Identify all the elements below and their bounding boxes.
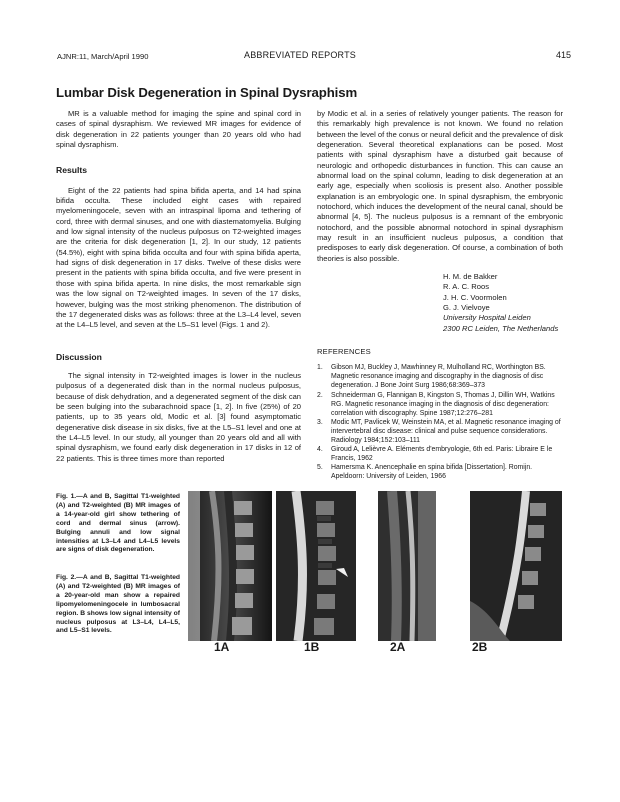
results-paragraph: Eight of the 22 patients had spina bifida aperta, and 14 had spina bifida occulta. These included eight cases with repaired myelomeningocele, seven with an intraspinal lipoma and tethering of cord, three with dermal sinuses, and one with diastematomyelia. Bulging and low signal intensity of the nucleus pulposus on T2-weighted images are the criteria for disk degeneration [1, 2]. In our study, 12 patients (54.5%), eight with spina bifida occulta and four with spina bifida aperta, had signs of disk degeneration in 17 disks. Twelve of these disks were present in the patients with spina bifida occulta, and five were present in those with spina bifida aperta. In nine disks, the most remarkable sign was the low signal on T2-weighted images. In seven of the 17 disks, however, bulging was the most striking phenomenon. The distribution of the 17 degenerated disks was as follows: three at the L3–L4 level, seven at the L4–L5 level, and seven at the L5–S1 level (Figs. 1 and 2). [56, 185, 301, 330]
discussion-paragraph: The signal intensity in T2-weighted images is lower in the nucleus pulposus of a degenerated disk than in the normal nucleus pulposus, because of disk dehydration, and a degenerated segment of the disk can be seen bulging into the subarachnoid space [1, 2]. In five (25%) of 20 patients, up to 35 years old, Modic et al. [3] found asymptomatic degenerative disk disease in six disks, five at the L5–S1 level and one at the L4–L5 level. In our study, all younger than 20 years old and all with spinal dysraphism, we found early disk degeneration in 17 disks in 12 of 22 patients. This is three times more than reported [56, 370, 301, 463]
running-header-section: ABBREVIATED REPORTS [244, 50, 356, 60]
discussion-heading: Discussion [56, 351, 102, 362]
mri-image-1a [188, 491, 272, 641]
author-affiliation: University Hospital Leiden [443, 313, 531, 323]
figure-label-1a: 1A [214, 640, 230, 654]
mri-image-2a [378, 491, 436, 641]
author-block [443, 272, 563, 334]
mri-image-2b [470, 491, 562, 641]
article-title: Lumbar Disk Degeneration in Spinal Dysraphism [56, 85, 358, 100]
reference-list [317, 363, 563, 481]
author-name: G. J. Vielvoye [443, 303, 490, 313]
figure-label-2a: 2A [390, 640, 406, 654]
reference-item: 1. Gibson MJ, Buckley J, Mawhinney R, Mulholland RC, Worthington BS. Magnetic resonance imaging and discography in the diagnosis of disc degeneration. J Bone Joint Surg 1986;68:369–373 [317, 364, 546, 390]
reference-item: 3. Modic MT, Pavlicek W, Weinstein MA, et al. Magnetic resonance imaging of intervertebral disc disease: clinical and pulse sequence considerations. Radiology 1984;152:103–111 [317, 418, 561, 445]
reference-item: 2. Schneiderman G, Flannigan B, Kingston S, Thomas J, Dillin WH, Watkins RG. Magnetic resonance imaging in the diagnosis of disc degeneration: correlation with discography. Spine 1987;12:276–281 [317, 391, 555, 417]
right-column [317, 109, 563, 482]
author-name: R. A. C. Roos [443, 282, 489, 292]
reference-item: 4. Giroud A, Lelièvre A. Eléments d'embryologie, 6th ed. Paris: Libraire E le Francis, 1962 [317, 446, 553, 463]
running-header-journal: AJNR:11, March/April 1990 [57, 52, 149, 61]
author-name: H. M. de Bakker [443, 272, 498, 282]
left-column [56, 109, 301, 464]
page-number: 415 [556, 50, 572, 60]
figure-2-caption: Fig. 2.—A and B, Sagittal T1-weighted (A) and T2-weighted (B) MR images of a 20-year-old man show a repaired lipomyelomeningocele in lumbosacral region. B shows low signal intensity of nucleus pulposus at L3–L4, L4–L5, and L5–S1 levels. [56, 574, 180, 635]
results-heading: Results [56, 165, 88, 176]
abstract-paragraph: MR is a valuable method for imaging the spine and spinal cord in cases of spinal dysraphism. We reviewed MR images for evidence of disk degeneration in 22 patients younger than 20 years old who had spinal dysraphism. [56, 109, 301, 150]
mri-image-1b [276, 491, 356, 641]
reference-item: 5. Hamersma K. Anencephalie en spina bifida [Dissertation]. Romijn. Apeldoorn: University of Leiden, 1966 [317, 464, 533, 481]
author-address: 2300 RC Leiden, The Netherlands [443, 323, 559, 333]
figure-1-caption: Fig. 1.—A and B, Sagittal T1-weighted (A) and T2-weighted (B) MR images of a 14-year-old girl show tethering of cord and dermal sinus (arrow). Bulging annuli and low signal intensities at L3–L4 and L4–L5 levels are signs of disk degeneration. [56, 493, 180, 554]
figure-label-2b: 2B [472, 640, 488, 654]
continuation-paragraph: by Modic et al. in a series of relatively younger patients. The reason for this remarkably high prevalence is not known. We found no relation between the level of the conus or neural deficit and the prevalence of disk degeneration. Several theoretical explanations can be posed. Most patients with spinal dysraphism have a disturbed gait because of neurologic and orthopedic disturbances in function. This can cause an abnormal load on the spinal column, leading to disk degeneration at an early age, especially when scoliosis is present also. Another possible explanation is an embryologic one. In spinal dysraphism, the embryonic notochord, which induces the development of the neural canal, should be abnormal [4, 5]. The nucleus pulposus is a remnant of the embryonic notochord, and the possible abnormal notochord in spinal dysraphism may result in an insufficient nucleus pulposus, a condition that predisposes to early disk degeneration. Of course, a combination of both theories is also possible. [317, 109, 563, 263]
author-name: J. H. C. Voormolen [443, 292, 507, 302]
references-heading: REFERENCES [317, 346, 371, 356]
figure-label-1b: 1B [304, 640, 320, 654]
